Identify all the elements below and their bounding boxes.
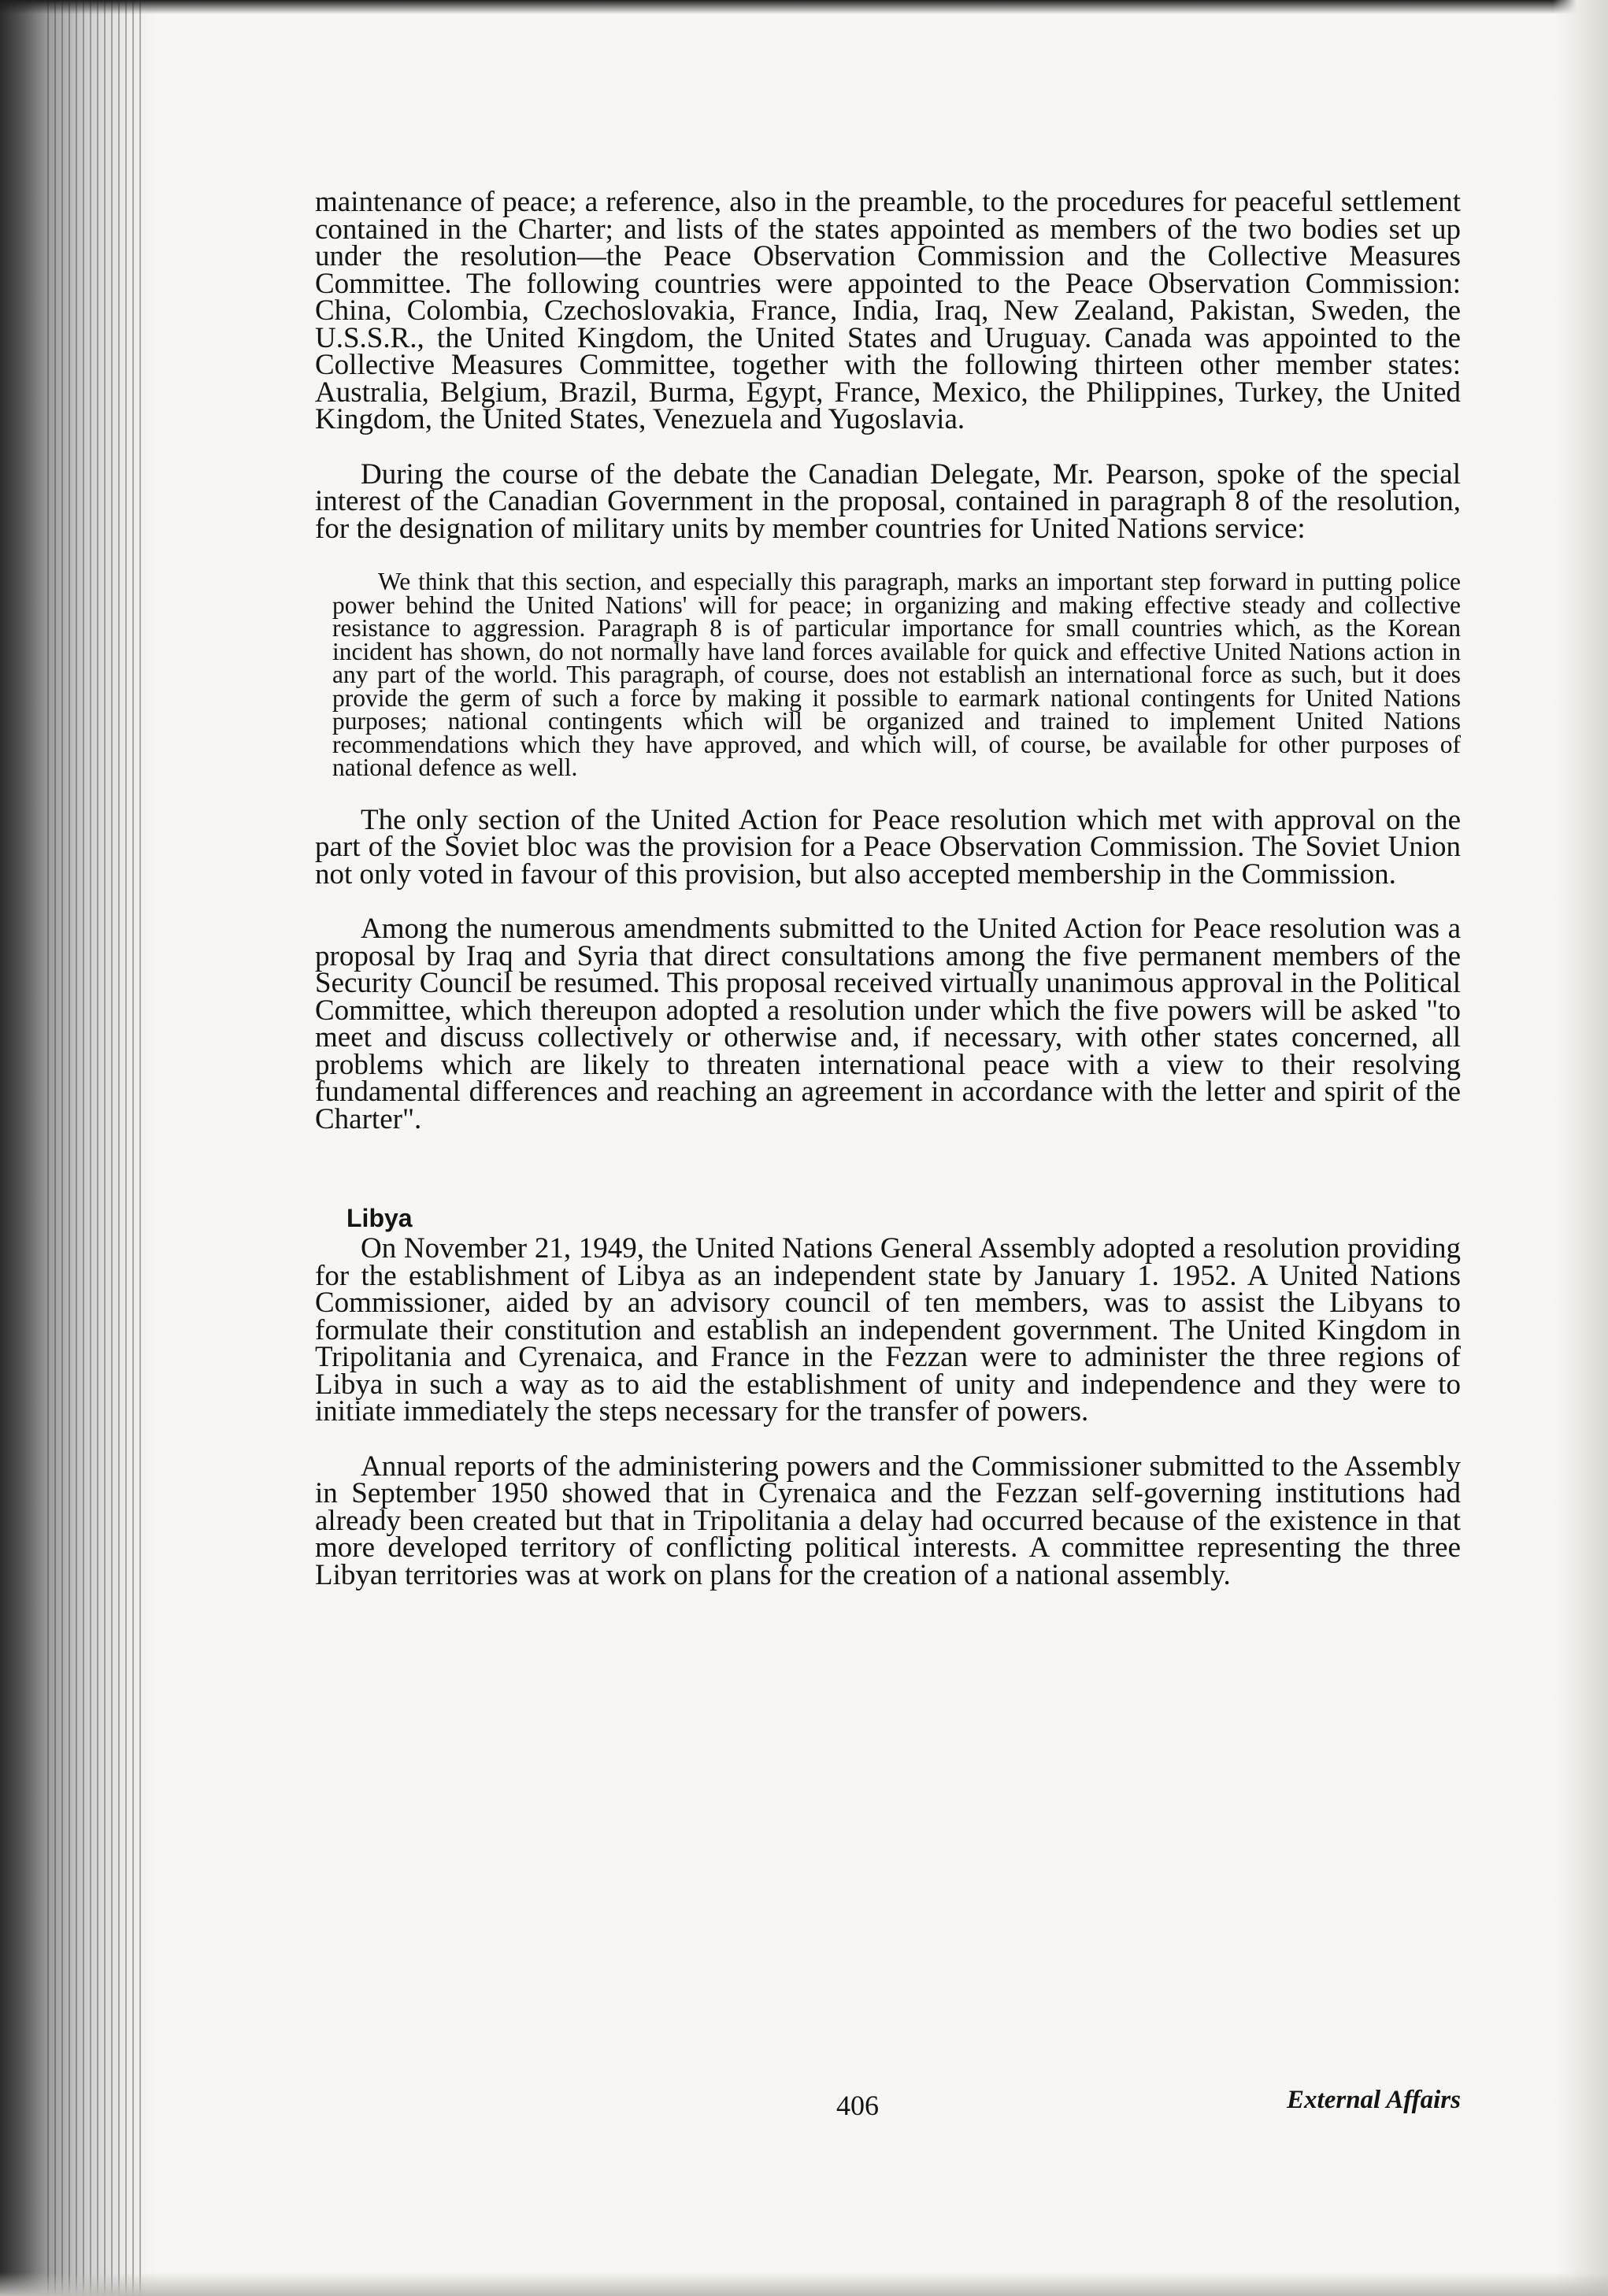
- paragraph-libya-annual-reports: Annual reports of the administering powers and the Commissioner submitted to the Assembly in September 1950 showed that in Cyrenaica and the Fezzan self-governing institutions had already been created but that in Tripolitania a delay had occurred because of the existence in that more developed territory of conflicting political interests. A committee representing the three Libyan territories was at work on plans for the creation of a national assembly.: [315, 1450, 1461, 1591]
- running-footer: External Affairs: [1287, 2086, 1461, 2114]
- page-footer: [315, 2086, 1461, 2121]
- paragraph-soviet-bloc: The only section of the United Action for Peace resolution which met with approval on the part of the Soviet bloc was the provision for a Peace Observation Commission. The Soviet Union not only voted in favour of this provision, but also accepted membership in the Commission.: [315, 803, 1461, 891]
- right-scan-edge: [1553, 0, 1608, 2296]
- paragraph-peace-observation-lists: maintenance of peace; a reference, also in the preamble, to the procedures for peaceful settlement contained in the Charter; and lists of the states appointed as members of the two bodies set up under the resolution—the Peace Observation Commission and the Collective Measures Committee. The following countries were appointed to the Peace Observation Commission: China, Colombia, Czechoslovakia, France, India, Iraq, New Zealand, Pakistan, Sweden, the U.S.S.R., the United Kingdom, the United States and Uruguay. Canada was appointed to the Collective Measures Committee, together with the following thirteen other member states: Australia, Belgium, Brazil, Burma, Egypt, France, Mexico, the Philippines, Turkey, the United Kingdom, the United States, Venezuela and Yugoslavia.: [315, 186, 1461, 435]
- bottom-scan-edge: [0, 2272, 1608, 2296]
- page-number: 406: [836, 2090, 879, 2121]
- text-column: [315, 186, 1461, 1591]
- paragraph-libya-resolution: On November 21, 1949, the United Nations General Assembly adopted a resolution providing for the establishment of Libya as an independent state by January 1. 1952. A United Nations Commissioner, aided by an advisory council of ten members, was to assist the Libyans to formulate their constitution and establish an independent government. The United Kingdom in Tripolitania and Cyrenaica, and France in the Fezzan were to administer the three regions of Libya in such a way as to aid the establishment of unity and independence and they were to initiate immediately the steps necessary for the transfer of powers.: [315, 1232, 1461, 1428]
- section-heading-libya: Libya: [346, 1204, 413, 1232]
- binding-streaks: [47, 0, 142, 2296]
- pearson-quotation: We think that this section, and especially this paragraph, marks an important step forward in putting police power behind the United Nations' will for peace; in organizing and making effective steady and collective resistance to aggression. Paragraph 8 is of particular importance for small countries which, as the Korean incident has shown, do not normally have land forces available for quick and effective United Nations action in any part of the world. This paragraph, of course, does not establish an international force as such, but it does provide the germ of such a force by making it possible to earmark national contingents for United Nations purposes; national contingents which will be organized and trained to implement United Nations recommendations which they have approved, and which will, of course, be available for other purposes of national defence as well.: [332, 568, 1461, 781]
- top-scan-edge: [0, 0, 1608, 14]
- paragraph-iraq-syria-amendment: Among the numerous amendments submitted to the United Action for Peace resolution was a proposal by Iraq and Syria that direct consultations among the five permanent members of the Security Council be resumed. This proposal received virtually unanimous approval in the Political Committee, which thereupon adopted a resolution under which the five powers will be asked "to meet and discuss collectively or otherwise and, if necessary, with other states concerned, all problems which are likely to threaten international peace with a view to their resolving fundamental differences and reaching an agreement in accordance with the letter and spirit of the Charter".: [315, 913, 1461, 1135]
- paragraph-pearson-debate: During the course of the debate the Canadian Delegate, Mr. Pearson, spoke of the special interest of the Canadian Government in the proposal, contained in paragraph 8 of the resolution, for the designation of military units by member countries for United Nations service:: [315, 457, 1461, 545]
